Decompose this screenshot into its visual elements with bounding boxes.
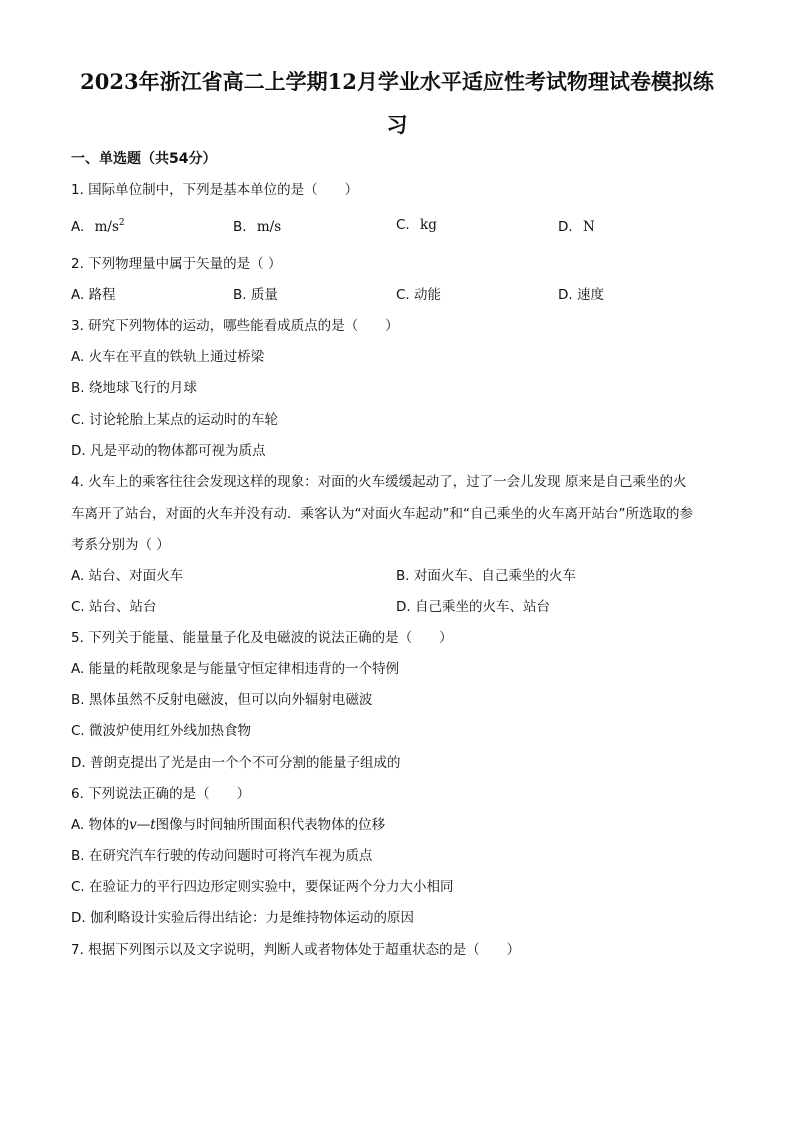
question-5-stem: 5. 下列关于能量、能量量子化及电磁波的说法正确的是（ ） <box>71 630 453 646</box>
formula-base: m/s <box>94 219 119 235</box>
option-label: C. <box>396 217 410 233</box>
question-7-stem: 7. 根据下列图示以及文字说明，判断人或者物体处于超重状态的是（ ） <box>71 942 521 958</box>
question-3-option-d: D. 凡是平动的物体都可视为质点 <box>71 443 266 459</box>
question-5-option-b: B. 黑体虽然不反射电磁波，但可以向外辐射电磁波 <box>71 692 373 708</box>
question-4-option-c: C. 站台、站台 <box>71 599 157 615</box>
question-5-option-c: C. 微波炉使用红外线加热食物 <box>71 723 252 739</box>
vt-graph-symbol: v—t <box>129 817 156 833</box>
question-1-option-d <box>558 217 595 237</box>
document-title-line-2: 习 <box>386 112 408 137</box>
option-a-suffix: 图像与时间轴所围面积代表物体的位移 <box>155 817 386 833</box>
question-2-option-d: D. 速度 <box>558 287 604 303</box>
question-1-option-a <box>71 217 125 237</box>
question-1-option-b <box>233 217 281 237</box>
option-a-formula <box>95 219 125 235</box>
option-c-text: kg <box>420 217 437 233</box>
question-2-option-b: B. 质量 <box>233 287 278 303</box>
option-a-prefix: A. 物体的 <box>71 817 130 833</box>
option-label: B. <box>233 219 247 235</box>
option-label: D. <box>558 219 573 235</box>
question-6-option-c: C. 在验证力的平行四边形定则实验中，要保证两个分力大小相同 <box>71 879 454 895</box>
option-b-text: m/s <box>256 219 282 235</box>
option-d-text: N <box>582 219 595 235</box>
question-4-option-b: B. 对面火车、自己乘坐的火车 <box>396 568 576 584</box>
question-3-option-a: A. 火车在平直的铁轨上通过桥梁 <box>71 349 265 365</box>
question-6-option-a <box>71 815 385 835</box>
question-2-option-a: A. 路程 <box>71 287 116 303</box>
question-3-option-b: B. 绕地球飞行的月球 <box>71 380 197 396</box>
question-1-stem: 1. 国际单位制中，下列是基本单位的是（ ） <box>71 182 359 198</box>
question-5-option-d: D. 普朗克提出了光是由一个个不可分割的能量子组成的 <box>71 755 401 771</box>
document-title-line-1: 2023年浙江省高二上学期12月学业水平适应性考试物理试卷模拟练 <box>80 69 714 94</box>
option-label: A. <box>71 219 85 235</box>
question-4-option-d: D. 自己乘坐的火车、站台 <box>396 599 550 615</box>
question-4-option-a: A. 站台、对面火车 <box>71 568 184 584</box>
question-2-stem: 2. 下列物理量中属于矢量的是（ ） <box>71 256 282 272</box>
question-5-option-a: A. 能量的耗散现象是与能量守恒定律相违背的一个特例 <box>71 661 400 677</box>
question-1-option-c <box>396 215 437 235</box>
question-6-option-d: D. 伽利略设计实验后得出结论：力是维持物体运动的原因 <box>71 910 414 926</box>
formula-exponent: 2 <box>118 218 125 228</box>
question-4-stem-line-2: 车离开了站台，对面的火车并没有动．乘客认为“对面火车起动”和“自己乘坐的火车离开站台”所选取的参 <box>71 506 693 522</box>
section-heading: 一、单选题（共54分） <box>71 151 217 167</box>
question-6-stem: 6. 下列说法正确的是（ ） <box>71 786 251 802</box>
question-6-option-b: B. 在研究汽车行驶的传动问题时可将汽车视为质点 <box>71 848 373 864</box>
question-3-option-c: C. 讨论轮胎上某点的运动时的车轮 <box>71 412 279 428</box>
question-3-stem: 3. 研究下列物体的运动，哪些能看成质点的是（ ） <box>71 318 399 334</box>
question-4-stem-line-1: 4. 火车上的乘客往往会发现这样的现象：对面的火车缓缓起动了，过了一会儿发现 原来是自己乘坐的火 <box>71 474 687 490</box>
question-4-stem-line-3: 考系分别为（ ） <box>71 537 170 553</box>
question-2-option-c: C. 动能 <box>396 287 442 303</box>
